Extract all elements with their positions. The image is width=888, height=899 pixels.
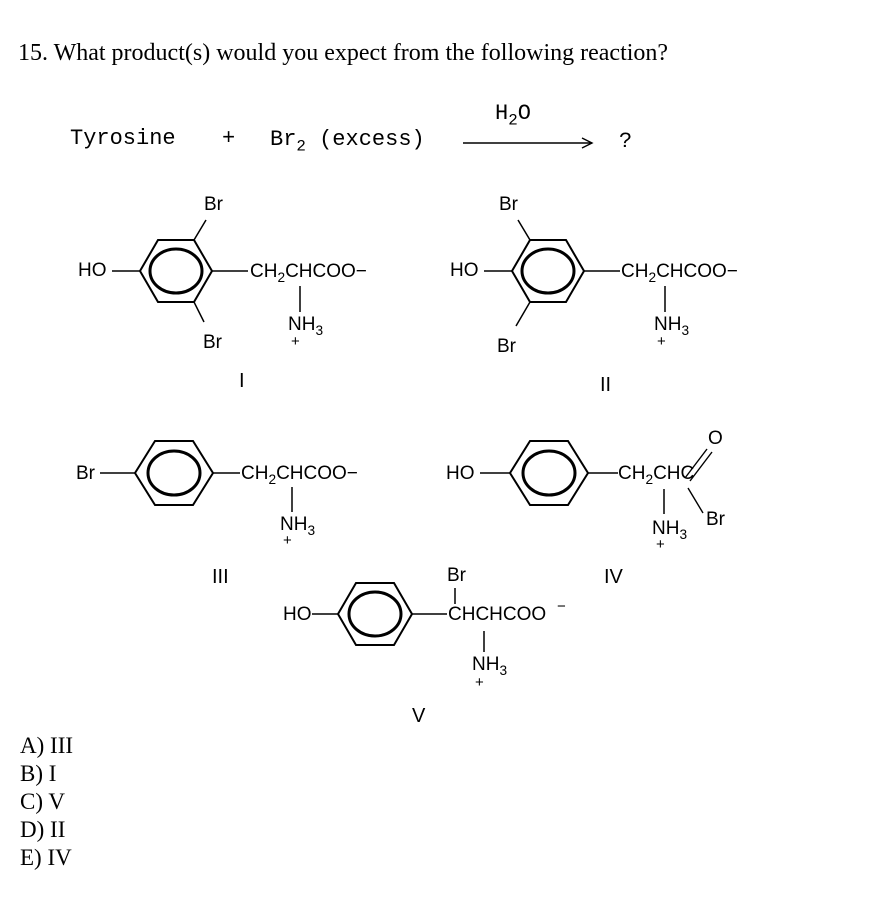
s1-bromo-top: Br — [204, 194, 223, 215]
reaction-condition: $H_2O$ — [495, 101, 531, 130]
answer-option-a[interactable]: A) III — [20, 733, 74, 758]
question-text: What product(s) would you expect from the following reaction? — [53, 40, 669, 66]
s5-bromo: Br — [447, 565, 466, 586]
s4-amine: $NH_3$ — [652, 518, 688, 542]
s1-amine: $NH_3$ — [288, 314, 324, 338]
answer-option-b[interactable]: B) I — [20, 761, 57, 786]
answer-option-c[interactable]: C) V — [20, 789, 65, 814]
s2-amine: $NH_3$ — [654, 314, 690, 338]
s1-side-chain: $CH_2CHCOO-$ — [250, 261, 367, 285]
s1-charge: + — [291, 333, 300, 350]
question-number: 15. — [18, 40, 48, 66]
s2-side-chain: $CH_2CHCOO-$ — [621, 261, 738, 285]
label-I: I — [239, 370, 245, 392]
s5-amine: $NH_3$ — [472, 654, 508, 678]
s2-bromo-bottom: Br — [497, 336, 516, 357]
answer-list — [20, 732, 73, 872]
s2-bromo-top: Br — [499, 194, 518, 215]
s2-charge: + — [657, 333, 666, 350]
reactant-tyrosine: Tyrosine — [70, 126, 176, 151]
reactant-bromine: $Br_2$ (excess) — [270, 127, 425, 156]
reaction-product-question: ? — [619, 129, 633, 154]
reaction-plus: + — [222, 126, 236, 151]
s4-hydroxyl: HO — [446, 463, 475, 484]
answer-option-e[interactable]: E) IV — [20, 845, 72, 870]
s3-bromo: Br — [76, 463, 95, 484]
label-II: II — [600, 374, 612, 396]
s5-hydroxyl: HO — [283, 604, 312, 625]
s5-charge: + — [475, 674, 484, 691]
s3-amine: $NH_3$ — [280, 514, 316, 538]
s4-charge: + — [656, 536, 665, 553]
s5-side-chain: CHCHCOO — [448, 604, 547, 625]
s4-oxygen: O — [708, 428, 723, 449]
label-V: V — [412, 705, 426, 727]
s1-hydroxyl: HO — [78, 260, 107, 281]
s3-charge: + — [283, 532, 292, 549]
s4-side-chain: $CH_2CHC$ — [618, 463, 695, 487]
s4-bromo: Br — [706, 509, 725, 530]
s2-hydroxyl: HO — [450, 260, 479, 281]
answer-option-d[interactable]: D) II — [20, 817, 66, 842]
s3-side-chain: $CH_2CHCOO-$ — [241, 463, 358, 487]
label-IV: IV — [604, 566, 623, 588]
s1-bromo-bottom: Br — [203, 332, 222, 353]
s5-minus: − — [557, 598, 566, 615]
label-III: III — [212, 566, 229, 588]
